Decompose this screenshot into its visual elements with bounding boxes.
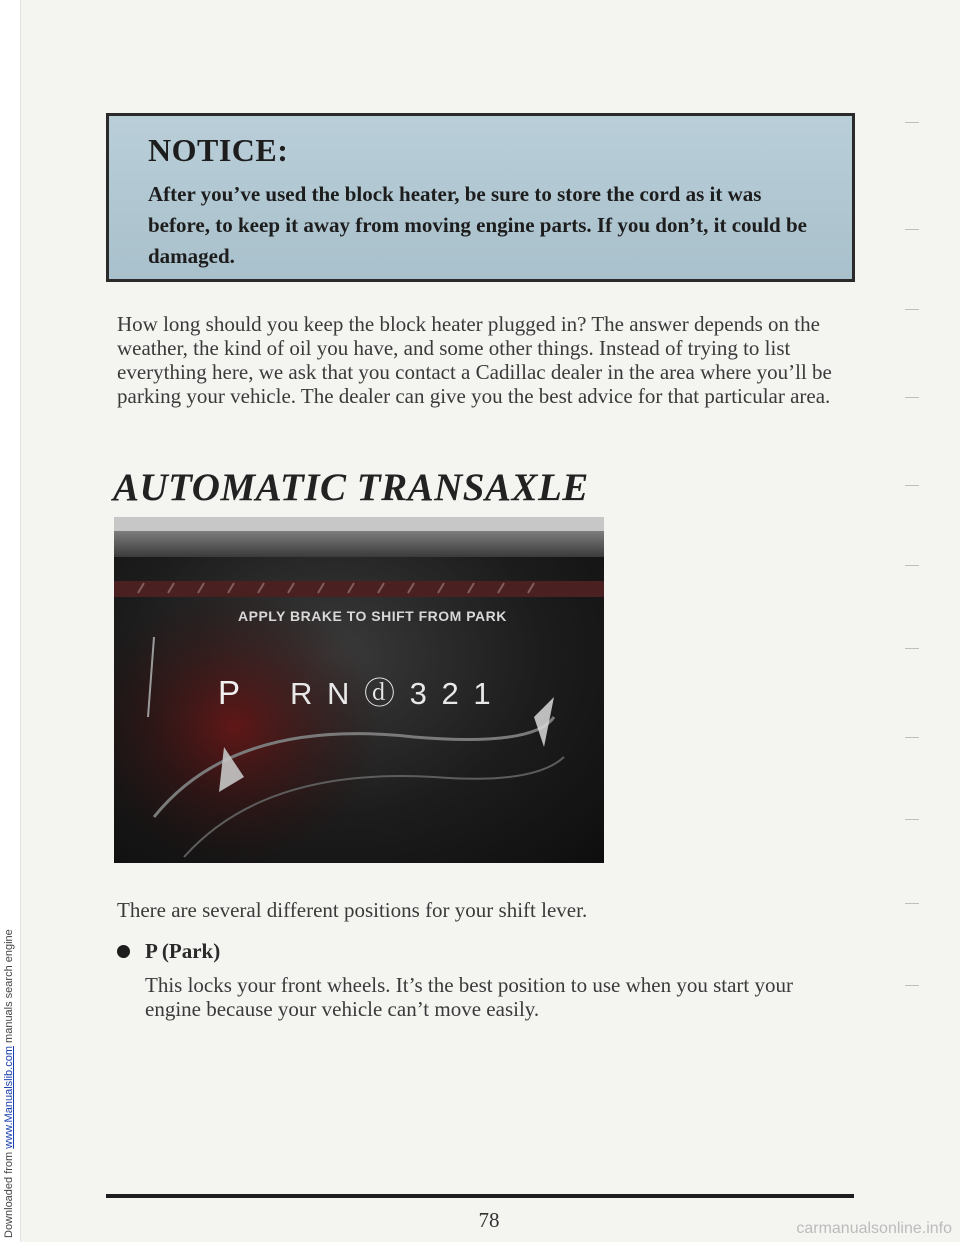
park-bullet — [117, 939, 220, 964]
download-sidebar — [0, 0, 21, 1242]
watermark: carmanualsonline.info — [796, 1220, 952, 1237]
notice-body: After you’ve used the block heater, be sure to store the cord as it was before, to keep it away from moving engine parts. If you don’t, it could be damaged. — [148, 182, 807, 268]
shift-indicator-illustration — [114, 517, 604, 863]
margin-tick — [905, 565, 919, 566]
shift-caption: APPLY BRAKE TO SHIFT FROM PARK — [238, 608, 507, 624]
page-number: 78 — [478, 1208, 500, 1232]
shift-indicator-photo — [114, 517, 604, 863]
margin-tick — [905, 737, 919, 738]
park-label: P (Park) — [145, 939, 221, 963]
margin-tick — [905, 309, 919, 310]
notice-title: NOTICE: — [148, 132, 289, 168]
margin-tick — [905, 819, 919, 820]
margin-tick — [905, 903, 919, 904]
bullet-dot — [117, 945, 130, 958]
footer-rule — [106, 1194, 854, 1198]
notice-box — [106, 113, 855, 282]
margin-tick — [905, 485, 919, 486]
margin-tick — [905, 229, 919, 230]
margin-tick — [905, 648, 919, 649]
margin-tick — [905, 122, 919, 123]
gear-p-label: P — [218, 674, 241, 711]
manualslib-link[interactable]: www.Manualslib.com — [3, 1046, 15, 1149]
section-heading: AUTOMATIC TRANSAXLE — [113, 466, 589, 509]
positions-intro: There are several different positions for your shift lever. — [117, 898, 588, 922]
gear-positions-label: R N ⓓ 3 2 1 — [290, 676, 494, 711]
margin-tick — [905, 397, 919, 398]
margin-tick — [905, 985, 919, 986]
intro-paragraph: How long should you keep the block heater plugged in? The answer depends on the weather, the kind of oil you have, and some other things. Instead of trying to list everything here, we ask that you contact a Cadillac dealer in the area where you’ll be parking your vehicle. The dealer can give you the best advice for that particular area. — [117, 312, 832, 408]
download-notice: Downloaded from www.Manualslib.com manuals search engine — [3, 929, 15, 1238]
park-description: This locks your front wheels. It’s the best position to use when you start your engine because your vehicle can’t move easily. — [145, 973, 793, 1021]
